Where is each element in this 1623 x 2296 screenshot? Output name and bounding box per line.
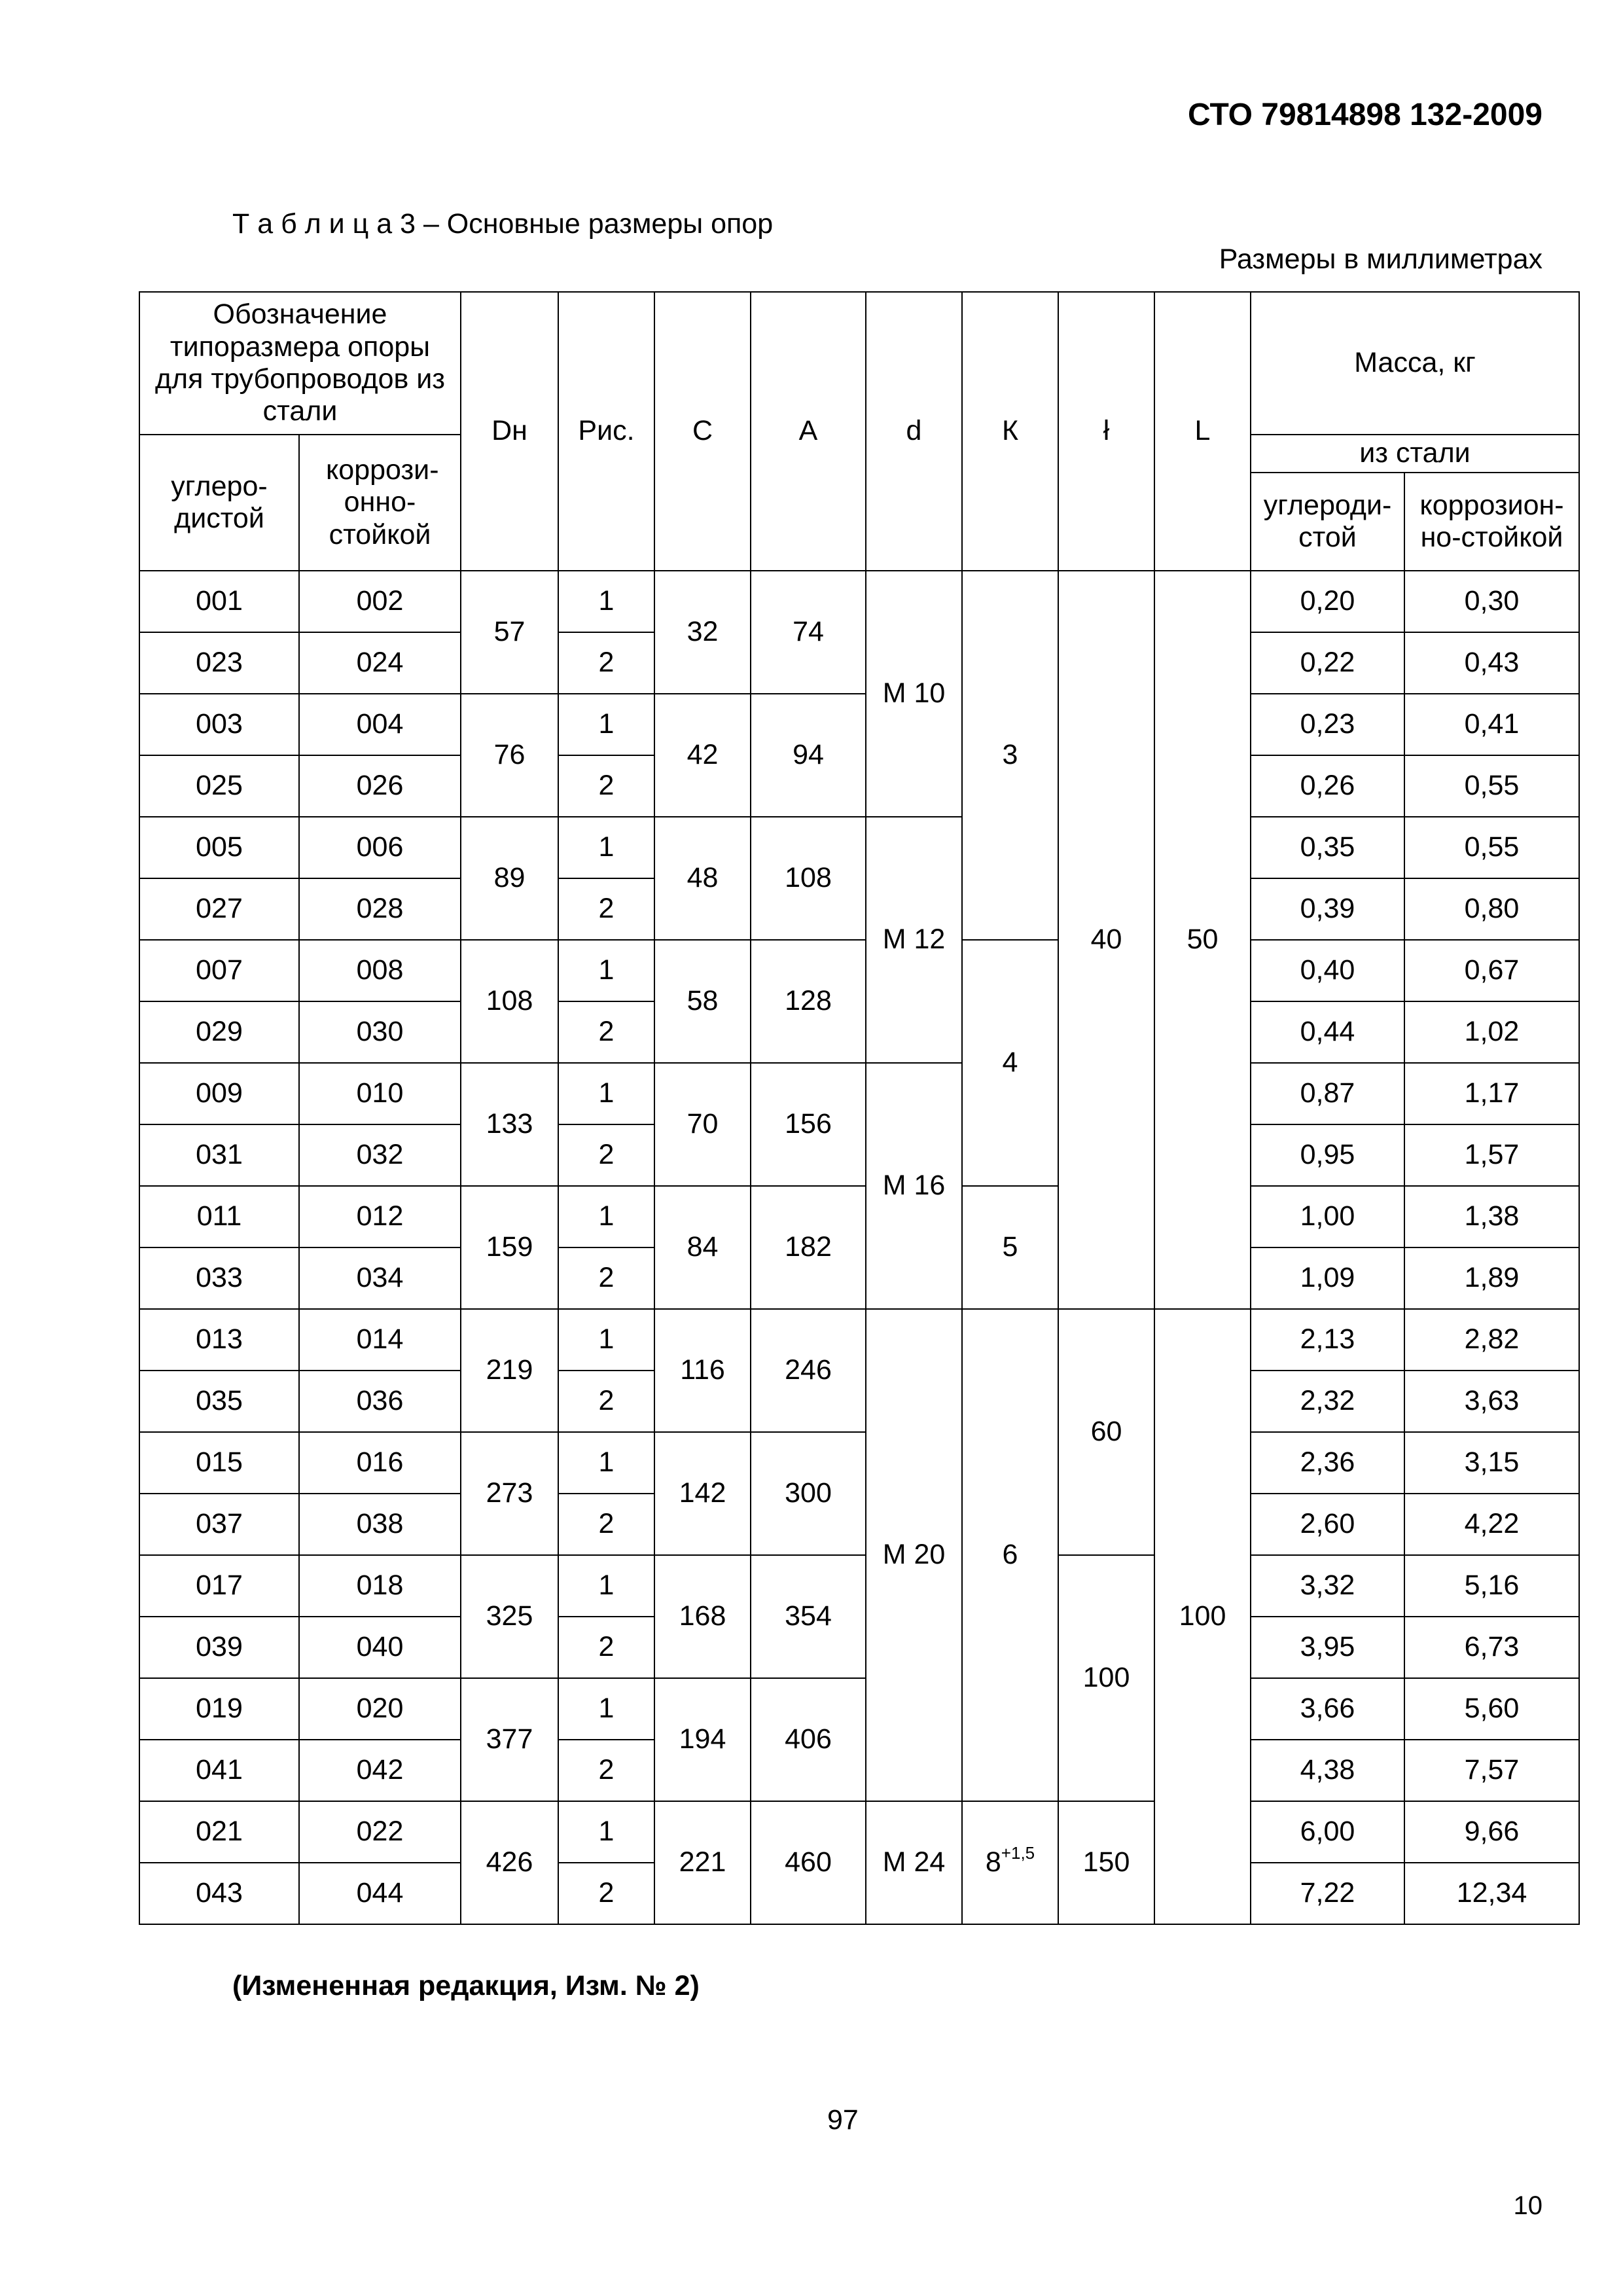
cell-stainless: 026 [299,755,461,817]
cell-carbon: 031 [139,1124,299,1186]
table-row [139,1555,1579,1617]
cell-carbon: 043 [139,1863,299,1924]
cell-c: 48 [654,817,751,940]
cell-carbon: 037 [139,1494,299,1555]
cell-m-stainless: 1,17 [1404,1063,1579,1124]
cell-fig: 1 [558,571,654,632]
header-l-small: ł [1058,292,1154,571]
cell-fig: 1 [558,1309,654,1371]
cell-stainless: 012 [299,1186,461,1247]
cell-stainless: 004 [299,694,461,755]
cell-stainless: 016 [299,1432,461,1494]
cell-fig: 2 [558,1371,654,1432]
cell-stainless: 006 [299,817,461,878]
cell-carbon: 007 [139,940,299,1001]
cell-fig: 2 [558,878,654,940]
table-row [139,1432,1579,1494]
cell-k [962,1801,1058,1924]
cell-stainless: 042 [299,1740,461,1801]
cell-fig: 1 [558,694,654,755]
cell-dn: 108 [461,940,558,1063]
cell-dn: 159 [461,1186,558,1309]
cell-a: 108 [751,817,866,940]
cell-fig: 2 [558,1124,654,1186]
table-row [139,1186,1579,1247]
cell-dn: 89 [461,817,558,940]
header-designation: Обозначение типоразмера опоры для трубопроводов из стали [139,292,461,435]
cell-stainless: 014 [299,1309,461,1371]
cell-dn: 219 [461,1309,558,1432]
cell-fig: 1 [558,1801,654,1863]
header-mass: Масса, кг [1251,292,1579,435]
cell-m-carbon: 1,09 [1251,1247,1404,1309]
cell-fig: 1 [558,817,654,878]
cell-m-stainless: 7,57 [1404,1740,1579,1801]
cell-m-stainless: 4,22 [1404,1494,1579,1555]
cell-a: 74 [751,571,866,694]
cell-m-carbon: 0,35 [1251,817,1404,878]
cell-m-carbon: 0,20 [1251,571,1404,632]
cell-fig: 2 [558,1863,654,1924]
cell-carbon: 005 [139,817,299,878]
cell-stainless: 028 [299,878,461,940]
cell-l: 100 [1058,1555,1154,1801]
cell-k: 6 [962,1309,1058,1801]
cell-m-stainless: 0,80 [1404,878,1579,940]
page-number: 97 [827,2104,859,2136]
cell-a: 406 [751,1678,866,1801]
cell-c: 84 [654,1186,751,1309]
cell-a: 460 [751,1801,866,1924]
table-row [139,817,1579,878]
table-row [139,940,1579,1001]
cell-d: М 16 [866,1063,962,1309]
cell-dn: 426 [461,1801,558,1924]
cell-m-stainless: 3,15 [1404,1432,1579,1494]
table-row [139,1678,1579,1740]
cell-m-stainless: 6,73 [1404,1617,1579,1678]
table-row [139,694,1579,755]
cell-m-carbon: 3,95 [1251,1617,1404,1678]
cell-carbon: 015 [139,1432,299,1494]
cell-a: 128 [751,940,866,1063]
cell-fig: 1 [558,1063,654,1124]
header-k: К [962,292,1058,571]
cell-m-carbon: 3,32 [1251,1555,1404,1617]
cell-m-carbon: 7,22 [1251,1863,1404,1924]
cell-k-value: 8 [985,1846,1001,1878]
cell-a: 182 [751,1186,866,1309]
cell-a: 156 [751,1063,866,1186]
units-note: Размеры в миллиметрах [1219,243,1543,275]
cell-fig: 2 [558,1247,654,1309]
cell-dn: 57 [461,571,558,694]
cell-d: М 20 [866,1309,962,1801]
header-c: С [654,292,751,571]
cell-carbon: 013 [139,1309,299,1371]
header-d: d [866,292,962,571]
cell-a: 300 [751,1432,866,1555]
cell-dn: 377 [461,1678,558,1801]
cell-dn: 133 [461,1063,558,1186]
cell-carbon: 039 [139,1617,299,1678]
cell-m-carbon: 0,26 [1251,755,1404,817]
table-caption: Т а б л и ц а 3 – Основные размеры опор [232,208,774,240]
cell-m-stainless: 12,34 [1404,1863,1579,1924]
cell-carbon: 023 [139,632,299,694]
cell-c: 194 [654,1678,751,1801]
cell-fig: 2 [558,1617,654,1678]
cell-carbon: 003 [139,694,299,755]
cell-c: 221 [654,1801,751,1924]
cell-m-stainless: 2,82 [1404,1309,1579,1371]
header-dn: Dн [461,292,558,571]
cell-c: 32 [654,571,751,694]
header-carbon: углеро-дистой [139,435,299,571]
cell-m-carbon: 0,44 [1251,1001,1404,1063]
cell-k-tolerance: +1,5 [1001,1842,1035,1863]
header-from-steel: из стали [1251,435,1579,473]
cell-m-carbon: 0,22 [1251,632,1404,694]
cell-a: 246 [751,1309,866,1432]
header-mass-stainless: коррозион-но-стойкой [1404,473,1579,571]
document-code: СТО 79814898 132-2009 [1187,98,1543,132]
cell-carbon: 009 [139,1063,299,1124]
cell-d: М 10 [866,571,962,817]
cell-stainless: 034 [299,1247,461,1309]
cell-l: 40 [1058,571,1154,1309]
cell-carbon: 041 [139,1740,299,1801]
cell-d: М 12 [866,817,962,1063]
cell-m-stainless: 0,55 [1404,817,1579,878]
cell-m-stainless: 5,16 [1404,1555,1579,1617]
cell-stainless: 024 [299,632,461,694]
cell-m-stainless: 0,55 [1404,755,1579,817]
cell-stainless: 002 [299,571,461,632]
cell-carbon: 021 [139,1801,299,1863]
header-mass-carbon: углероди-стой [1251,473,1404,571]
cell-stainless: 032 [299,1124,461,1186]
cell-stainless: 040 [299,1617,461,1678]
cell-m-stainless: 0,30 [1404,571,1579,632]
cell-m-carbon: 2,60 [1251,1494,1404,1555]
cell-m-stainless: 3,63 [1404,1371,1579,1432]
cell-m-carbon: 3,66 [1251,1678,1404,1740]
table-row [139,1309,1579,1371]
cell-carbon: 033 [139,1247,299,1309]
header-stainless: коррози-онно-стойкой [299,435,461,571]
cell-stainless: 038 [299,1494,461,1555]
cell-carbon: 011 [139,1186,299,1247]
cell-l: 60 [1058,1309,1154,1555]
cell-a: 94 [751,694,866,817]
cell-k: 3 [962,571,1058,940]
cell-c: 70 [654,1063,751,1186]
amendment-note: (Измененная редакция, Изм. № 2) [232,1970,700,2001]
cell-fig: 2 [558,1740,654,1801]
table-row [139,1063,1579,1124]
cell-fig: 1 [558,1678,654,1740]
cell-stainless: 010 [299,1063,461,1124]
cell-c: 168 [654,1555,751,1678]
table-row [139,571,1579,632]
cell-m-carbon: 0,95 [1251,1124,1404,1186]
cell-m-carbon: 0,87 [1251,1063,1404,1124]
header-l-big: L [1154,292,1251,571]
cell-k: 4 [962,940,1058,1186]
cell-l: 150 [1058,1801,1154,1924]
cell-m-stainless: 9,66 [1404,1801,1579,1863]
cell-a: 354 [751,1555,866,1678]
cell-fig: 2 [558,1494,654,1555]
cell-L: 50 [1154,571,1251,1309]
cell-fig: 2 [558,755,654,817]
cell-carbon: 017 [139,1555,299,1617]
cell-fig: 2 [558,1001,654,1063]
cell-fig: 1 [558,1555,654,1617]
cell-m-stainless: 0,67 [1404,940,1579,1001]
cell-stainless: 044 [299,1863,461,1924]
cell-m-stainless: 1,38 [1404,1186,1579,1247]
cell-m-stainless: 0,41 [1404,694,1579,755]
cell-fig: 1 [558,1432,654,1494]
cell-stainless: 022 [299,1801,461,1863]
cell-m-carbon: 0,39 [1251,878,1404,940]
cell-m-carbon: 2,36 [1251,1432,1404,1494]
cell-fig: 1 [558,940,654,1001]
cell-stainless: 036 [299,1371,461,1432]
cell-carbon: 029 [139,1001,299,1063]
cell-m-carbon: 4,38 [1251,1740,1404,1801]
cell-d: М 24 [866,1801,962,1924]
cell-carbon: 035 [139,1371,299,1432]
cell-stainless: 030 [299,1001,461,1063]
cell-k: 5 [962,1186,1058,1309]
cell-dn: 273 [461,1432,558,1555]
cell-dn: 76 [461,694,558,817]
cell-m-stainless: 0,43 [1404,632,1579,694]
cell-m-carbon: 2,32 [1251,1371,1404,1432]
cell-m-stainless: 1,89 [1404,1247,1579,1309]
cell-m-carbon: 1,00 [1251,1186,1404,1247]
cell-m-carbon: 2,13 [1251,1309,1404,1371]
cell-stainless: 018 [299,1555,461,1617]
cell-c: 142 [654,1432,751,1555]
cell-m-carbon: 0,40 [1251,940,1404,1001]
cell-dn: 325 [461,1555,558,1678]
cell-m-carbon: 0,23 [1251,694,1404,755]
cell-L: 100 [1154,1309,1251,1924]
cell-fig: 2 [558,632,654,694]
cell-carbon: 025 [139,755,299,817]
cell-fig: 1 [558,1186,654,1247]
cell-c: 58 [654,940,751,1063]
cell-c: 116 [654,1309,751,1432]
cell-carbon: 027 [139,878,299,940]
cell-m-stainless: 5,60 [1404,1678,1579,1740]
cell-stainless: 008 [299,940,461,1001]
cell-m-carbon: 6,00 [1251,1801,1404,1863]
cell-carbon: 019 [139,1678,299,1740]
cell-m-stainless: 1,57 [1404,1124,1579,1186]
cell-c: 42 [654,694,751,817]
sheet-number: 10 [1513,2191,1543,2220]
cell-stainless: 020 [299,1678,461,1740]
cell-carbon: 001 [139,571,299,632]
header-a: А [751,292,866,571]
dimensions-table [139,291,1580,1925]
cell-m-stainless: 1,02 [1404,1001,1579,1063]
header-fig: Рис. [558,292,654,571]
table-row [139,1801,1579,1863]
